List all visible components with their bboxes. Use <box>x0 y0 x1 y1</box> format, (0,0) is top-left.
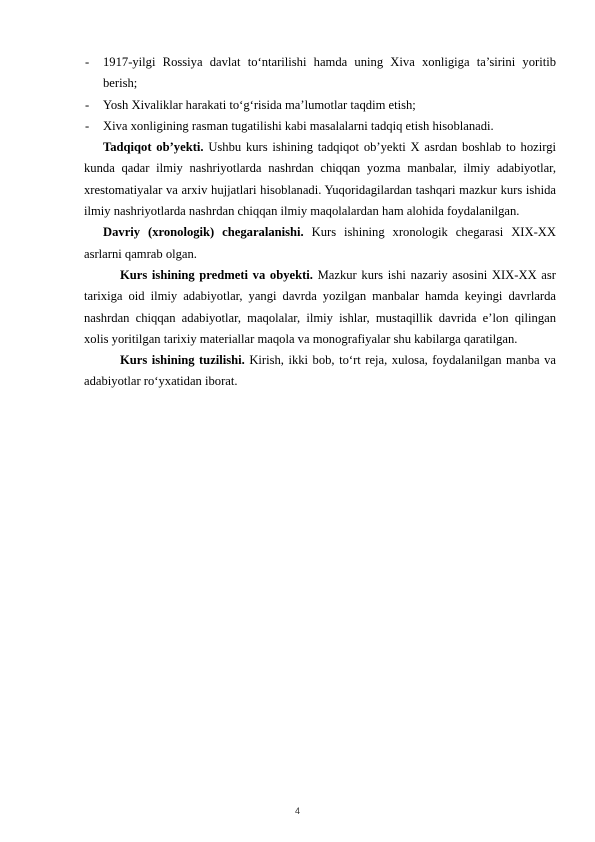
list-marker: - <box>85 97 90 112</box>
structure-paragraph <box>84 350 556 393</box>
chronology-heading: Davriy (xronologik) chegaralanishi. <box>103 225 304 240</box>
list-marker: - <box>85 55 90 69</box>
page-number: 4 <box>294 806 300 816</box>
research-object-paragraph <box>84 137 556 222</box>
research-object-heading: Tadqiqot ob’yekti. <box>103 140 204 155</box>
list-item <box>84 95 556 116</box>
document-body <box>84 52 556 393</box>
subject-text: Mazkur kurs ishi nazariy asosini XIX-XX asr tarixiga oid ilmiy adabiyotlar, yangi davrda yozilgan manbalar hamda keyingi davrlarda nashrdan chiqqan adabiyotlar, maqolalar, ilmiy ishlar, mustaqillik davrida e’lon qilingan xolis yoritilgan tarixiy materiallar maqola va monografiyalar shu kabilarga qaratilgan. <box>84 267 556 346</box>
list-item <box>84 52 556 95</box>
subject-heading: Kurs ishining predmeti va obyekti. <box>120 267 313 282</box>
chronology-paragraph <box>84 222 556 265</box>
chronology-text: Kurs ishining xronologik chegarasi XIX-XX asrlarni qamrab olgan. <box>84 225 556 261</box>
list-item-text: 1917-yilgi Rossiya davlat to‘ntarilishi hamda uning Xiva xonligiga ta’sirini yoritib berish; <box>103 55 556 91</box>
structure-heading: Kurs ishining tuzilishi. <box>120 353 245 368</box>
list-item-text: Yosh Xivaliklar harakati to‘g‘risida ma’lumotlar taqdim etish; <box>103 97 416 112</box>
research-object-text: Ushbu kurs ishining tadqiqot ob’yekti X asrdan boshlab to hozirgi kunda qadar ilmiy nashriyotlarda nashrdan chiqqan yozma manbalar, ilmiy adabiyotlar, xrestomatiyalar va arxiv hujjatlari hisoblanadi. Yuqoridagilardan tashqari mazkur kurs ishida ilmiy nashriyotlarda nashrdan chiqqan ilmiy maqolalardan ham alohida foydalanilgan. <box>84 140 556 219</box>
list-item <box>84 116 556 137</box>
structure-text: Kirish, ikki bob, to‘rt reja, xulosa, foydalanilgan manba va adabiyotlar ro‘yxatidan iborat. <box>84 353 556 389</box>
list-item-text: Xiva xonligining rasman tugatilishi kabi masalalarni tadqiq etish hisoblanadi. <box>103 118 494 133</box>
subject-paragraph <box>84 265 556 350</box>
list-marker: - <box>85 118 90 133</box>
